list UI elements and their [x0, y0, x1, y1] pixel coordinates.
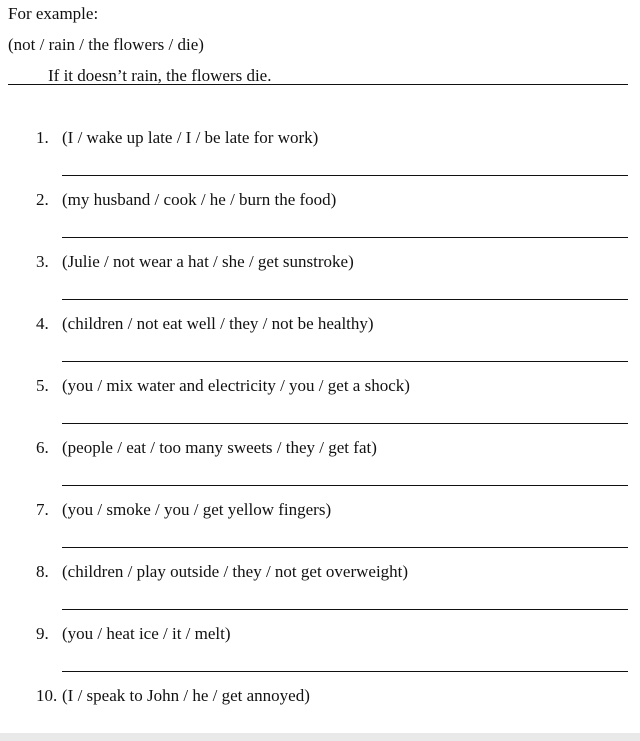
answer-line[interactable]: [62, 485, 628, 486]
for-example-label: For example:: [8, 4, 99, 23]
exercise-item-1: [0, 128, 640, 180]
exercise-number: 1.: [36, 128, 49, 147]
exercise-prompt: (my husband / cook / he / burn the food): [62, 190, 337, 209]
exercise-number: 6.: [36, 438, 49, 457]
answer-line[interactable]: [62, 609, 628, 610]
example-answer-row: [8, 64, 628, 86]
exercise-number: 2.: [36, 190, 49, 209]
exercise-number: 4.: [36, 314, 49, 333]
exercise-item-8: [0, 562, 640, 614]
exercise-item-7: [0, 500, 640, 552]
exercise-item-2: [0, 190, 640, 242]
exercise-number: 5.: [36, 376, 49, 395]
answer-line[interactable]: [62, 671, 628, 672]
answer-line[interactable]: [62, 547, 628, 548]
exercise-prompt: (Julie / not wear a hat / she / get sunstroke): [62, 252, 354, 271]
exercise-prompt: (you / heat ice / it / melt): [62, 624, 231, 643]
page-bottom-edge: [0, 733, 640, 741]
exercise-number: 3.: [36, 252, 49, 271]
exercise-prompt: (I / speak to John / he / get annoyed): [62, 686, 310, 705]
answer-line[interactable]: [62, 361, 628, 362]
answer-line[interactable]: [62, 237, 628, 238]
exercise-item-9: [0, 624, 640, 676]
exercise-prompt: (you / smoke / you / get yellow fingers): [62, 500, 332, 519]
exercise-prompt: (I / wake up late / I / be late for work): [62, 128, 319, 147]
example-answer: If it doesn’t rain, the flowers die.: [48, 66, 272, 85]
answer-line[interactable]: [62, 299, 628, 300]
exercise-item-10: [0, 686, 640, 738]
exercise-prompt: (you / mix water and electricity / you / get a shock): [62, 376, 410, 395]
exercise-item-6: [0, 438, 640, 490]
exercise-number: 7.: [36, 500, 49, 519]
exercise-prompt: (children / not eat well / they / not be healthy): [62, 314, 374, 333]
answer-line[interactable]: [62, 423, 628, 424]
example-prompt: (not / rain / the flowers / die): [8, 35, 204, 54]
exercise-number: 8.: [36, 562, 49, 581]
exercise-number: 10.: [36, 686, 58, 705]
exercise-item-4: [0, 314, 640, 366]
answer-line[interactable]: [62, 175, 628, 176]
exercise-item-3: [0, 252, 640, 304]
exercise-prompt: (children / play outside / they / not get overweight): [62, 562, 409, 581]
exercise-prompt: (people / eat / too many sweets / they / get fat): [62, 438, 377, 457]
exercise-item-5: [0, 376, 640, 428]
exercise-number: 9.: [36, 624, 49, 643]
